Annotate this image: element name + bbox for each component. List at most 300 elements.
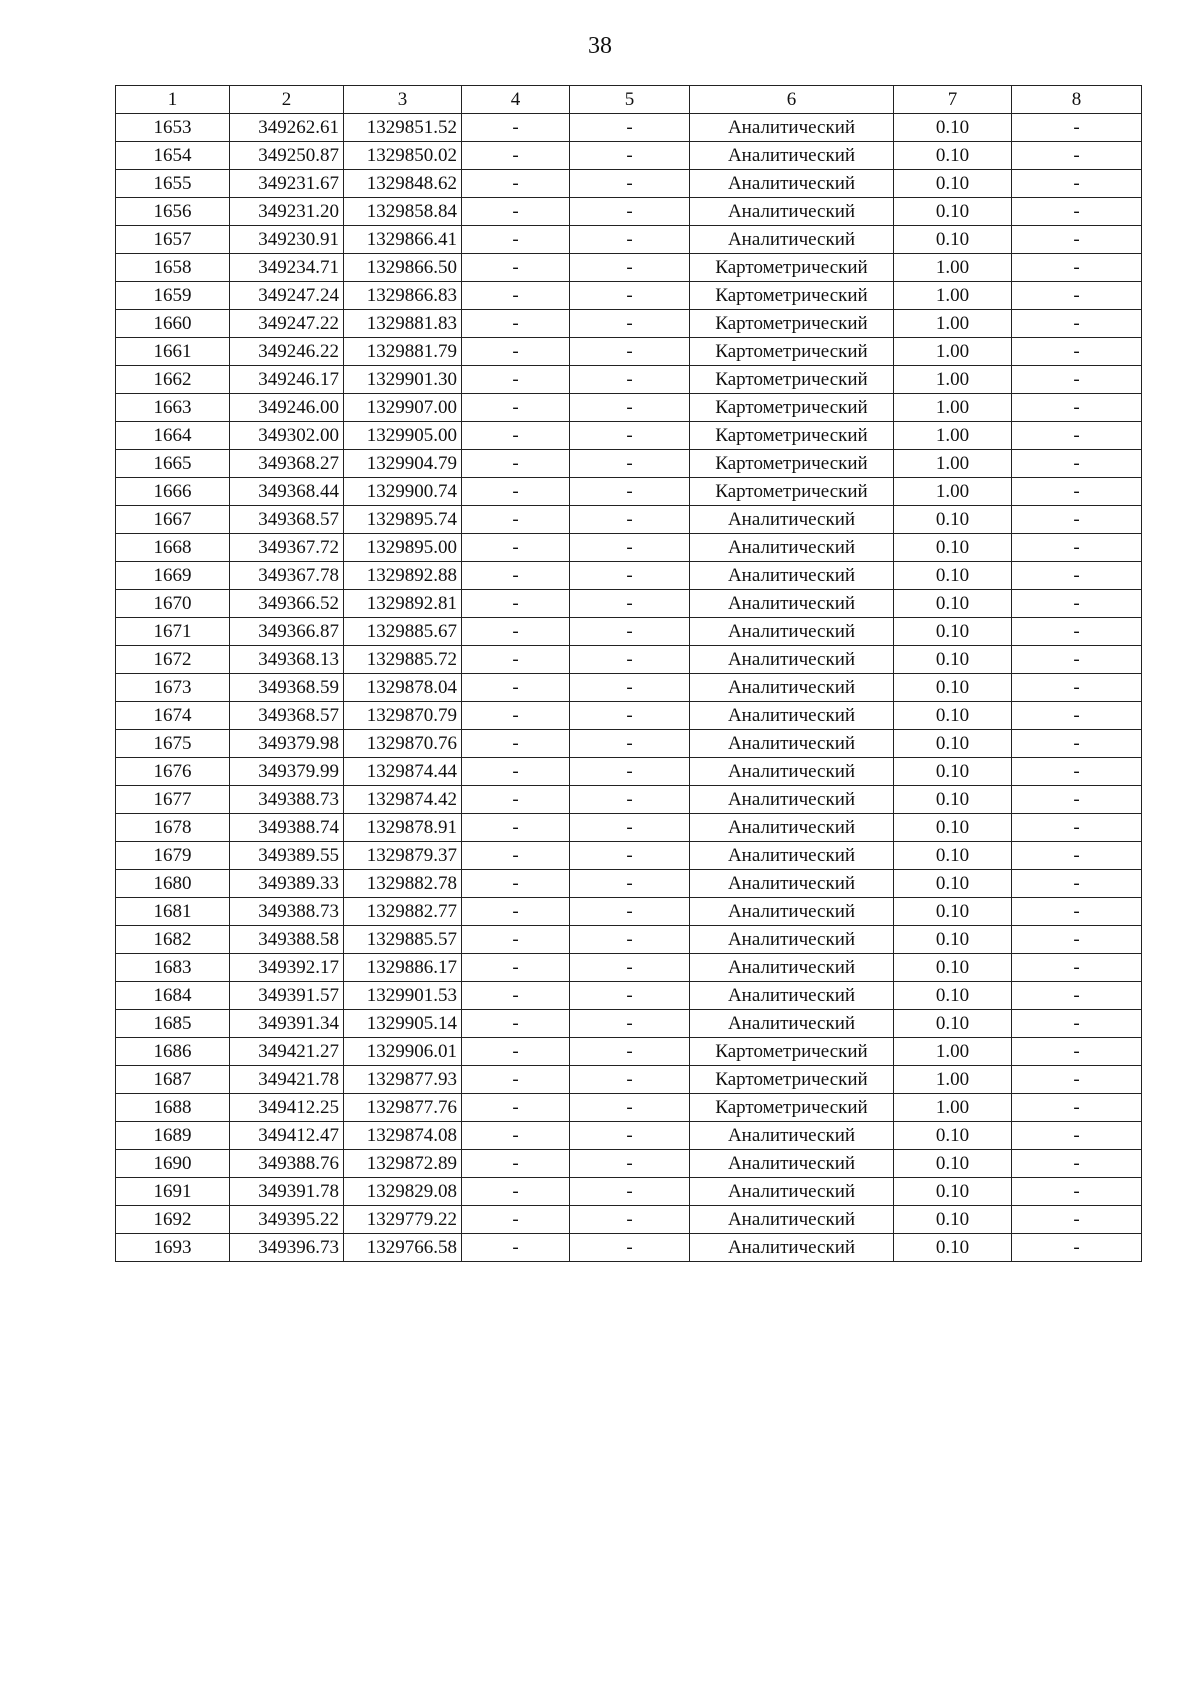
accuracy-cell: 1.00 (894, 1066, 1012, 1094)
x-coordinate-cell: 349262.61 (230, 114, 344, 142)
table-row (116, 618, 1142, 646)
column-5-cell: - (570, 842, 690, 870)
accuracy-cell: 0.10 (894, 1010, 1012, 1038)
x-coordinate-cell: 349379.98 (230, 730, 344, 758)
column-4-cell: - (462, 478, 570, 506)
y-coordinate-cell: 1329866.83 (344, 282, 462, 310)
table-row (116, 422, 1142, 450)
method-cell: Аналитический (690, 898, 894, 926)
method-cell: Картометрический (690, 478, 894, 506)
column-4-cell: - (462, 730, 570, 758)
column-4-cell: - (462, 674, 570, 702)
column-4-cell: - (462, 982, 570, 1010)
table-row (116, 366, 1142, 394)
method-cell: Аналитический (690, 1206, 894, 1234)
y-coordinate-cell: 1329878.04 (344, 674, 462, 702)
column-5-cell: - (570, 1066, 690, 1094)
column-8-cell: - (1012, 366, 1142, 394)
method-cell: Картометрический (690, 450, 894, 478)
column-4-cell: - (462, 282, 570, 310)
column-header-8: 8 (1012, 86, 1142, 114)
point-number-cell: 1669 (116, 562, 230, 590)
column-4-cell: - (462, 1150, 570, 1178)
column-4-cell: - (462, 534, 570, 562)
x-coordinate-cell: 349246.17 (230, 366, 344, 394)
point-number-cell: 1658 (116, 254, 230, 282)
y-coordinate-cell: 1329874.08 (344, 1122, 462, 1150)
point-number-cell: 1659 (116, 282, 230, 310)
column-4-cell: - (462, 702, 570, 730)
column-header-4: 4 (462, 86, 570, 114)
column-8-cell: - (1012, 898, 1142, 926)
column-4-cell: - (462, 758, 570, 786)
x-coordinate-cell: 349231.20 (230, 198, 344, 226)
x-coordinate-cell: 349247.24 (230, 282, 344, 310)
column-8-cell: - (1012, 254, 1142, 282)
accuracy-cell: 0.10 (894, 506, 1012, 534)
method-cell: Картометрический (690, 1094, 894, 1122)
method-cell: Картометрический (690, 1066, 894, 1094)
column-5-cell: - (570, 226, 690, 254)
y-coordinate-cell: 1329866.50 (344, 254, 462, 282)
column-5-cell: - (570, 702, 690, 730)
y-coordinate-cell: 1329895.00 (344, 534, 462, 562)
y-coordinate-cell: 1329870.79 (344, 702, 462, 730)
table-row (116, 870, 1142, 898)
column-5-cell: - (570, 814, 690, 842)
accuracy-cell: 1.00 (894, 366, 1012, 394)
column-4-cell: - (462, 1206, 570, 1234)
column-8-cell: - (1012, 1178, 1142, 1206)
method-cell: Аналитический (690, 1150, 894, 1178)
method-cell: Аналитический (690, 1178, 894, 1206)
accuracy-cell: 0.10 (894, 954, 1012, 982)
point-number-cell: 1670 (116, 590, 230, 618)
method-cell: Аналитический (690, 534, 894, 562)
method-cell: Аналитический (690, 170, 894, 198)
column-8-cell: - (1012, 310, 1142, 338)
y-coordinate-cell: 1329895.74 (344, 506, 462, 534)
table-row (116, 226, 1142, 254)
column-4-cell: - (462, 590, 570, 618)
column-5-cell: - (570, 646, 690, 674)
y-coordinate-cell: 1329904.79 (344, 450, 462, 478)
column-8-cell: - (1012, 562, 1142, 590)
method-cell: Аналитический (690, 646, 894, 674)
x-coordinate-cell: 349368.59 (230, 674, 344, 702)
y-coordinate-cell: 1329866.41 (344, 226, 462, 254)
table-row (116, 898, 1142, 926)
method-cell: Аналитический (690, 814, 894, 842)
method-cell: Аналитический (690, 1122, 894, 1150)
table-row (116, 842, 1142, 870)
method-cell: Картометрический (690, 254, 894, 282)
point-number-cell: 1664 (116, 422, 230, 450)
column-4-cell: - (462, 394, 570, 422)
column-8-cell: - (1012, 506, 1142, 534)
column-5-cell: - (570, 954, 690, 982)
column-5-cell: - (570, 142, 690, 170)
point-number-cell: 1678 (116, 814, 230, 842)
column-5-cell: - (570, 282, 690, 310)
column-4-cell: - (462, 198, 570, 226)
column-8-cell: - (1012, 590, 1142, 618)
point-number-cell: 1665 (116, 450, 230, 478)
table-row (116, 394, 1142, 422)
table-row (116, 1122, 1142, 1150)
point-number-cell: 1657 (116, 226, 230, 254)
point-number-cell: 1655 (116, 170, 230, 198)
column-8-cell: - (1012, 702, 1142, 730)
table-row (116, 1094, 1142, 1122)
table-row (116, 1234, 1142, 1262)
point-number-cell: 1667 (116, 506, 230, 534)
column-8-cell: - (1012, 338, 1142, 366)
y-coordinate-cell: 1329877.93 (344, 1066, 462, 1094)
coordinates-table (115, 85, 1142, 1262)
x-coordinate-cell: 349231.67 (230, 170, 344, 198)
x-coordinate-cell: 349367.72 (230, 534, 344, 562)
accuracy-cell: 0.10 (894, 814, 1012, 842)
x-coordinate-cell: 349230.91 (230, 226, 344, 254)
column-4-cell: - (462, 338, 570, 366)
y-coordinate-cell: 1329766.58 (344, 1234, 462, 1262)
table-row (116, 478, 1142, 506)
accuracy-cell: 0.10 (894, 786, 1012, 814)
page-number: 38 (588, 33, 612, 59)
column-4-cell: - (462, 786, 570, 814)
column-4-cell: - (462, 926, 570, 954)
x-coordinate-cell: 349389.55 (230, 842, 344, 870)
column-5-cell: - (570, 254, 690, 282)
method-cell: Аналитический (690, 590, 894, 618)
method-cell: Аналитический (690, 982, 894, 1010)
method-cell: Аналитический (690, 870, 894, 898)
x-coordinate-cell: 349246.00 (230, 394, 344, 422)
column-8-cell: - (1012, 1234, 1142, 1262)
column-4-cell: - (462, 898, 570, 926)
column-8-cell: - (1012, 786, 1142, 814)
accuracy-cell: 1.00 (894, 394, 1012, 422)
column-8-cell: - (1012, 1122, 1142, 1150)
column-4-cell: - (462, 450, 570, 478)
column-4-cell: - (462, 1094, 570, 1122)
x-coordinate-cell: 349379.99 (230, 758, 344, 786)
accuracy-cell: 0.10 (894, 170, 1012, 198)
accuracy-cell: 0.10 (894, 926, 1012, 954)
column-8-cell: - (1012, 674, 1142, 702)
column-5-cell: - (570, 562, 690, 590)
column-4-cell: - (462, 1234, 570, 1262)
table-row (116, 310, 1142, 338)
column-5-cell: - (570, 618, 690, 646)
table-body (116, 114, 1142, 1262)
x-coordinate-cell: 349388.76 (230, 1150, 344, 1178)
point-number-cell: 1691 (116, 1178, 230, 1206)
method-cell: Аналитический (690, 842, 894, 870)
point-number-cell: 1687 (116, 1066, 230, 1094)
column-5-cell: - (570, 730, 690, 758)
y-coordinate-cell: 1329872.89 (344, 1150, 462, 1178)
x-coordinate-cell: 349421.78 (230, 1066, 344, 1094)
column-8-cell: - (1012, 422, 1142, 450)
accuracy-cell: 0.10 (894, 562, 1012, 590)
table-row (116, 506, 1142, 534)
y-coordinate-cell: 1329885.72 (344, 646, 462, 674)
column-8-cell: - (1012, 1206, 1142, 1234)
accuracy-cell: 0.10 (894, 730, 1012, 758)
y-coordinate-cell: 1329858.84 (344, 198, 462, 226)
column-5-cell: - (570, 1010, 690, 1038)
y-coordinate-cell: 1329881.79 (344, 338, 462, 366)
column-5-cell: - (570, 1150, 690, 1178)
table-row (116, 982, 1142, 1010)
y-coordinate-cell: 1329901.30 (344, 366, 462, 394)
point-number-cell: 1689 (116, 1122, 230, 1150)
column-header-3: 3 (344, 86, 462, 114)
accuracy-cell: 0.10 (894, 534, 1012, 562)
point-number-cell: 1681 (116, 898, 230, 926)
x-coordinate-cell: 349388.58 (230, 926, 344, 954)
y-coordinate-cell: 1329900.74 (344, 478, 462, 506)
point-number-cell: 1675 (116, 730, 230, 758)
table-row (116, 282, 1142, 310)
accuracy-cell: 0.10 (894, 870, 1012, 898)
column-5-cell: - (570, 114, 690, 142)
accuracy-cell: 1.00 (894, 1038, 1012, 1066)
table-row (116, 198, 1142, 226)
column-4-cell: - (462, 1010, 570, 1038)
table-row (116, 1150, 1142, 1178)
column-8-cell: - (1012, 730, 1142, 758)
table-row (116, 646, 1142, 674)
x-coordinate-cell: 349246.22 (230, 338, 344, 366)
accuracy-cell: 1.00 (894, 1094, 1012, 1122)
column-4-cell: - (462, 254, 570, 282)
y-coordinate-cell: 1329829.08 (344, 1178, 462, 1206)
y-coordinate-cell: 1329878.91 (344, 814, 462, 842)
column-5-cell: - (570, 982, 690, 1010)
point-number-cell: 1683 (116, 954, 230, 982)
table-row (116, 254, 1142, 282)
table-row (116, 674, 1142, 702)
column-8-cell: - (1012, 282, 1142, 310)
point-number-cell: 1660 (116, 310, 230, 338)
method-cell: Картометрический (690, 394, 894, 422)
column-8-cell: - (1012, 618, 1142, 646)
point-number-cell: 1666 (116, 478, 230, 506)
column-header-7: 7 (894, 86, 1012, 114)
y-coordinate-cell: 1329850.02 (344, 142, 462, 170)
method-cell: Аналитический (690, 926, 894, 954)
point-number-cell: 1693 (116, 1234, 230, 1262)
x-coordinate-cell: 349366.87 (230, 618, 344, 646)
method-cell: Аналитический (690, 226, 894, 254)
point-number-cell: 1680 (116, 870, 230, 898)
x-coordinate-cell: 349368.13 (230, 646, 344, 674)
column-5-cell: - (570, 898, 690, 926)
method-cell: Картометрический (690, 310, 894, 338)
column-4-cell: - (462, 1122, 570, 1150)
column-4-cell: - (462, 310, 570, 338)
point-number-cell: 1668 (116, 534, 230, 562)
method-cell: Аналитический (690, 142, 894, 170)
column-5-cell: - (570, 758, 690, 786)
method-cell: Аналитический (690, 954, 894, 982)
column-5-cell: - (570, 366, 690, 394)
accuracy-cell: 0.10 (894, 758, 1012, 786)
point-number-cell: 1682 (116, 926, 230, 954)
column-4-cell: - (462, 226, 570, 254)
table-row (116, 450, 1142, 478)
y-coordinate-cell: 1329892.81 (344, 590, 462, 618)
y-coordinate-cell: 1329885.67 (344, 618, 462, 646)
point-number-cell: 1676 (116, 758, 230, 786)
column-5-cell: - (570, 1178, 690, 1206)
column-5-cell: - (570, 1122, 690, 1150)
accuracy-cell: 0.10 (894, 1122, 1012, 1150)
table-row (116, 338, 1142, 366)
column-5-cell: - (570, 590, 690, 618)
y-coordinate-cell: 1329885.57 (344, 926, 462, 954)
column-4-cell: - (462, 1066, 570, 1094)
point-number-cell: 1654 (116, 142, 230, 170)
x-coordinate-cell: 349234.71 (230, 254, 344, 282)
accuracy-cell: 0.10 (894, 590, 1012, 618)
column-8-cell: - (1012, 114, 1142, 142)
point-number-cell: 1688 (116, 1094, 230, 1122)
column-8-cell: - (1012, 1038, 1142, 1066)
x-coordinate-cell: 349368.57 (230, 506, 344, 534)
method-cell: Картометрический (690, 282, 894, 310)
y-coordinate-cell: 1329874.42 (344, 786, 462, 814)
method-cell: Картометрический (690, 1038, 894, 1066)
point-number-cell: 1662 (116, 366, 230, 394)
table-header-row (116, 86, 1142, 114)
method-cell: Аналитический (690, 618, 894, 646)
accuracy-cell: 1.00 (894, 282, 1012, 310)
table-row (116, 1066, 1142, 1094)
y-coordinate-cell: 1329882.78 (344, 870, 462, 898)
point-number-cell: 1674 (116, 702, 230, 730)
column-8-cell: - (1012, 926, 1142, 954)
method-cell: Аналитический (690, 1234, 894, 1262)
table-row (116, 1010, 1142, 1038)
column-header-5: 5 (570, 86, 690, 114)
column-4-cell: - (462, 1178, 570, 1206)
column-5-cell: - (570, 422, 690, 450)
accuracy-cell: 1.00 (894, 450, 1012, 478)
table-row (116, 926, 1142, 954)
table-row (116, 954, 1142, 982)
y-coordinate-cell: 1329905.00 (344, 422, 462, 450)
column-4-cell: - (462, 170, 570, 198)
accuracy-cell: 0.10 (894, 674, 1012, 702)
method-cell: Картометрический (690, 338, 894, 366)
table-row (116, 814, 1142, 842)
column-5-cell: - (570, 1234, 690, 1262)
column-4-cell: - (462, 366, 570, 394)
x-coordinate-cell: 349388.73 (230, 786, 344, 814)
x-coordinate-cell: 349368.27 (230, 450, 344, 478)
table-row (116, 114, 1142, 142)
accuracy-cell: 0.10 (894, 898, 1012, 926)
column-5-cell: - (570, 338, 690, 366)
method-cell: Аналитический (690, 198, 894, 226)
x-coordinate-cell: 349250.87 (230, 142, 344, 170)
method-cell: Аналитический (690, 506, 894, 534)
accuracy-cell: 0.10 (894, 646, 1012, 674)
column-8-cell: - (1012, 814, 1142, 842)
table-row (116, 730, 1142, 758)
column-5-cell: - (570, 870, 690, 898)
column-5-cell: - (570, 534, 690, 562)
table-row (116, 534, 1142, 562)
y-coordinate-cell: 1329882.77 (344, 898, 462, 926)
column-4-cell: - (462, 954, 570, 982)
column-8-cell: - (1012, 142, 1142, 170)
column-5-cell: - (570, 310, 690, 338)
column-5-cell: - (570, 506, 690, 534)
column-header-1: 1 (116, 86, 230, 114)
column-8-cell: - (1012, 198, 1142, 226)
accuracy-cell: 0.10 (894, 1178, 1012, 1206)
point-number-cell: 1672 (116, 646, 230, 674)
x-coordinate-cell: 349388.74 (230, 814, 344, 842)
table-row (116, 758, 1142, 786)
x-coordinate-cell: 349391.34 (230, 1010, 344, 1038)
y-coordinate-cell: 1329877.76 (344, 1094, 462, 1122)
accuracy-cell: 1.00 (894, 310, 1012, 338)
y-coordinate-cell: 1329906.01 (344, 1038, 462, 1066)
column-5-cell: - (570, 1038, 690, 1066)
column-4-cell: - (462, 618, 570, 646)
column-8-cell: - (1012, 1094, 1142, 1122)
column-4-cell: - (462, 870, 570, 898)
method-cell: Аналитический (690, 758, 894, 786)
point-number-cell: 1684 (116, 982, 230, 1010)
column-8-cell: - (1012, 534, 1142, 562)
x-coordinate-cell: 349247.22 (230, 310, 344, 338)
y-coordinate-cell: 1329848.62 (344, 170, 462, 198)
column-5-cell: - (570, 1094, 690, 1122)
column-8-cell: - (1012, 478, 1142, 506)
column-8-cell: - (1012, 450, 1142, 478)
method-cell: Картометрический (690, 422, 894, 450)
column-4-cell: - (462, 142, 570, 170)
x-coordinate-cell: 349389.33 (230, 870, 344, 898)
column-8-cell: - (1012, 1150, 1142, 1178)
method-cell: Аналитический (690, 786, 894, 814)
accuracy-cell: 0.10 (894, 198, 1012, 226)
column-4-cell: - (462, 562, 570, 590)
point-number-cell: 1653 (116, 114, 230, 142)
x-coordinate-cell: 349412.25 (230, 1094, 344, 1122)
column-5-cell: - (570, 786, 690, 814)
accuracy-cell: 1.00 (894, 254, 1012, 282)
x-coordinate-cell: 349391.78 (230, 1178, 344, 1206)
point-number-cell: 1679 (116, 842, 230, 870)
accuracy-cell: 0.10 (894, 842, 1012, 870)
column-5-cell: - (570, 478, 690, 506)
column-4-cell: - (462, 114, 570, 142)
y-coordinate-cell: 1329892.88 (344, 562, 462, 590)
x-coordinate-cell: 349421.27 (230, 1038, 344, 1066)
table-row (116, 702, 1142, 730)
accuracy-cell: 0.10 (894, 1206, 1012, 1234)
table-row (116, 170, 1142, 198)
accuracy-cell: 0.10 (894, 114, 1012, 142)
